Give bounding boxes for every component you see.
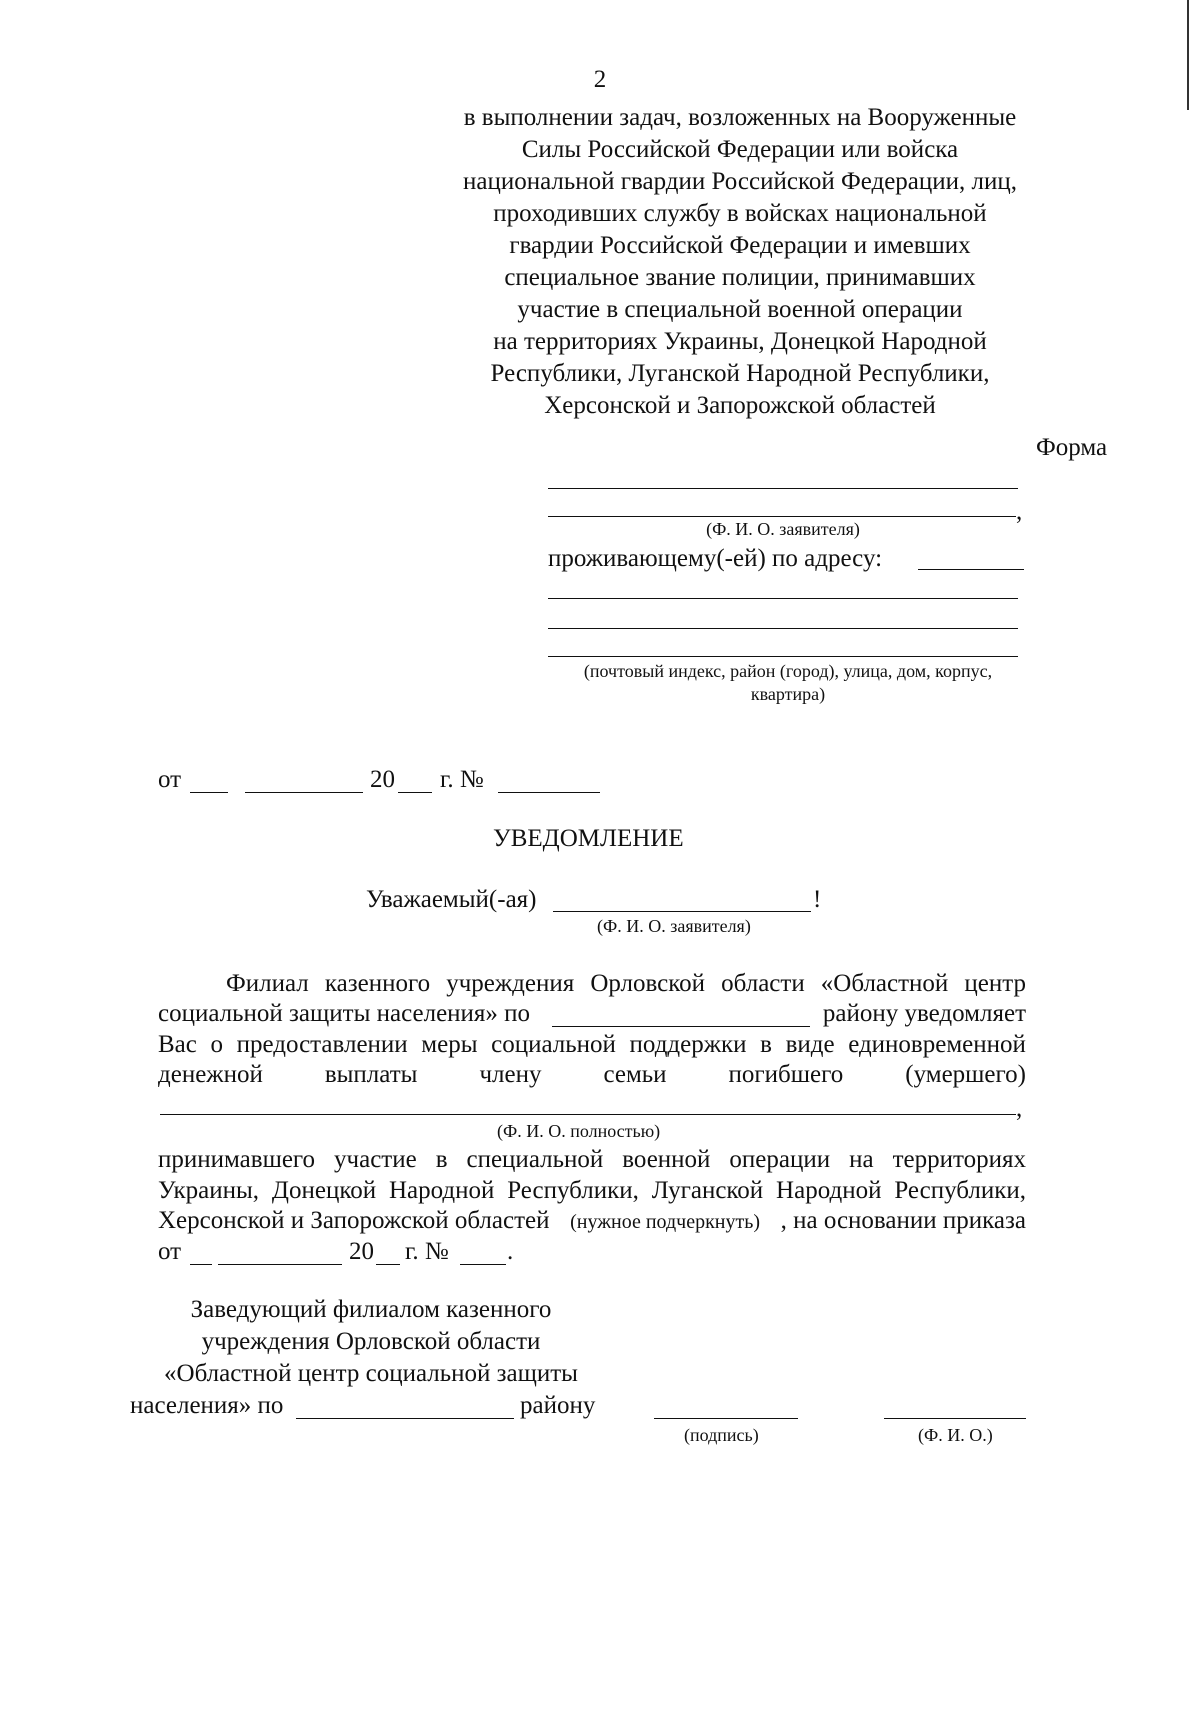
header-line: Силы Российской Федерации или войска (521, 136, 959, 163)
word: Донецкой (271, 1177, 377, 1204)
word: Филиал (226, 970, 309, 997)
greeting-exclamation: ! (813, 886, 822, 913)
date-number-label: г. № (440, 766, 484, 793)
signature-block (126, 1294, 616, 1390)
word: о (210, 1031, 223, 1058)
word: территориях (892, 1146, 1026, 1173)
order-year: 20 (349, 1238, 374, 1265)
line8-end: , на основании приказа (780, 1207, 1026, 1234)
order-dot: . (507, 1238, 514, 1265)
district-line (552, 1026, 810, 1027)
word: члену (479, 1061, 542, 1088)
word: центр (964, 970, 1026, 997)
body-line-4 (158, 1059, 1026, 1091)
order-from: от (158, 1238, 182, 1265)
signature-last-start: населения» по (130, 1392, 284, 1419)
word: в (435, 1146, 448, 1173)
body-line-3 (158, 1029, 1026, 1061)
date-day-line (190, 792, 228, 793)
word: в (760, 1031, 772, 1058)
word: семьи (603, 1061, 667, 1088)
applicant-comma: , (1016, 498, 1023, 525)
word: области (721, 970, 805, 997)
word: принимавшего (158, 1146, 316, 1173)
body-line-2-end: району уведомляет (822, 1000, 1026, 1027)
sign-caption: (подпись) (684, 1425, 759, 1445)
word: виде (785, 1031, 835, 1058)
applicant-name-line-2 (548, 516, 1016, 517)
date-year-prefix: 20 (370, 766, 395, 793)
body-line-6 (158, 1144, 1026, 1176)
page-number: 2 (593, 66, 607, 93)
word: Вас (158, 1031, 197, 1058)
form-label: Форма (1036, 434, 1108, 461)
address-caption-2: квартира) (750, 684, 826, 704)
deceased-comma: , (1016, 1095, 1023, 1122)
signature-line: Заведующий филиалом казенного (190, 1296, 552, 1323)
sign-line (654, 1418, 798, 1419)
word: учреждения (446, 970, 575, 997)
header-line: специальное звание полиции, принимавших (504, 264, 976, 291)
order-year-line (376, 1264, 400, 1265)
word: Народной (776, 1177, 882, 1204)
word: Орловской (590, 970, 706, 997)
signature-line: «Областной центр социальной защиты (164, 1360, 578, 1387)
word: Республики, (894, 1177, 1026, 1204)
word: (умершего) (905, 1061, 1026, 1088)
word: специальной (466, 1146, 604, 1173)
date-from: от (158, 766, 182, 793)
word: социальной (491, 1031, 616, 1058)
word: меры (421, 1031, 478, 1058)
header-line: Херсонской и Запорожской областей (544, 392, 936, 419)
word: операции (729, 1146, 831, 1173)
header-line: Республики, Луганской Народной Республики, (490, 360, 990, 387)
header-line: гвардии Российской Федерации и имевших (509, 232, 971, 259)
address-line-1 (548, 598, 1018, 599)
word: Республики, (507, 1177, 639, 1204)
signature-district-line (296, 1418, 514, 1419)
address-label: проживающему(-ей) по адресу: (548, 545, 883, 572)
word: на (849, 1146, 874, 1173)
address-line-3 (548, 656, 1018, 657)
header-line: национальной гвардии Российской Федерации, лиц, (462, 168, 1018, 195)
header-line: проходивших службу в войсках национальной (493, 200, 987, 227)
line8-start: Херсонской и Запорожской областей (158, 1207, 550, 1234)
header-line: на территориях Украины, Донецкой Народной (493, 328, 987, 355)
order-month-line (218, 1264, 342, 1265)
address-line-2 (548, 628, 1018, 629)
body-line-8 (158, 1205, 1026, 1238)
signer-name-caption: (Ф. И. О.) (918, 1425, 993, 1445)
greeting-label: Уважаемый(-ая) (366, 886, 537, 913)
body-line-7 (158, 1175, 1026, 1207)
address-caption-1: (почтовый индекс, район (город), улица, дом, корпус, (583, 661, 993, 681)
scan-edge-mark (1187, 0, 1189, 110)
header-line: участие в специальной военной операции (517, 296, 963, 323)
signature-line: учреждения Орловской области (201, 1328, 541, 1355)
word: «Областной (820, 970, 949, 997)
word: денежной (158, 1061, 263, 1088)
body-line-1 (226, 968, 1026, 1000)
signer-name-line (884, 1418, 1026, 1419)
applicant-caption: (Ф. И. О. заявителя) (706, 519, 860, 539)
word: Украины, (158, 1177, 260, 1204)
word: Луганской (651, 1177, 764, 1204)
header-line: в выполнении задач, возложенных на Вооруженные (463, 104, 1017, 131)
word: казенного (324, 970, 431, 997)
document-title: УВЕДОМЛЕНИЕ (493, 825, 684, 852)
order-number-label: г. № (405, 1238, 449, 1265)
word: поддержки (629, 1031, 747, 1058)
address-line-0 (918, 569, 1024, 570)
word: единовременной (848, 1031, 1026, 1058)
deceased-caption: (Ф. И. О. полностью) (497, 1121, 661, 1141)
order-day-line (190, 1264, 212, 1265)
word: участие (334, 1146, 417, 1173)
date-year-line (398, 792, 432, 793)
applicant-name-line-1 (548, 488, 1018, 489)
body-line-2-start: социальной защиты населения» по (158, 1000, 531, 1027)
deceased-name-line (160, 1114, 1016, 1115)
order-number-line (460, 1264, 506, 1265)
word: предоставлении (236, 1031, 408, 1058)
word: Народной (388, 1177, 495, 1204)
date-month-line (245, 792, 363, 793)
word: военной (622, 1146, 711, 1173)
line8-note: (нужное подчеркнуть) (570, 1211, 761, 1233)
date-number-line (498, 792, 600, 793)
word: погибшего (728, 1061, 844, 1088)
greeting-caption: (Ф. И. О. заявителя) (597, 916, 751, 936)
word: выплаты (324, 1061, 418, 1088)
header-block (440, 102, 1040, 422)
greeting-name-line (553, 911, 811, 912)
signature-last-end: району (520, 1392, 596, 1419)
